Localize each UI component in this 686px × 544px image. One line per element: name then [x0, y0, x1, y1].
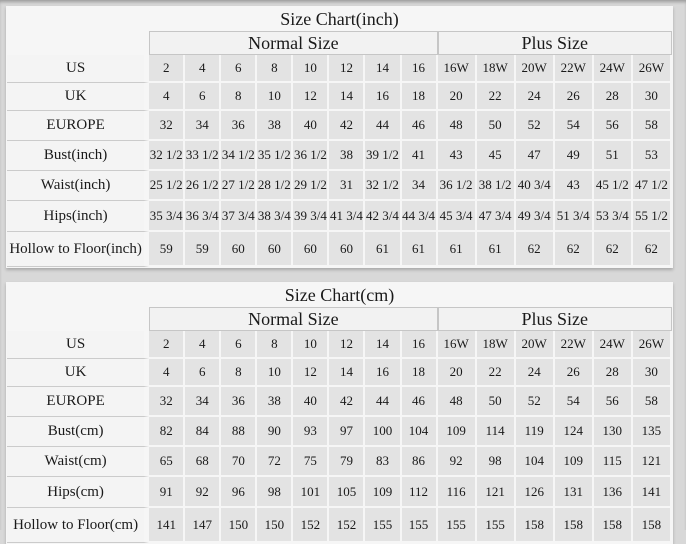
- size-value-cell: 130: [594, 417, 633, 447]
- size-value-cell: 155: [438, 508, 477, 543]
- size-value-cell: 8: [257, 55, 293, 83]
- row-label: EUROPE: [7, 387, 149, 417]
- size-value-cell: 22W: [555, 331, 594, 359]
- size-value-cell: 131: [555, 477, 594, 508]
- size-value-cell: 42 3/4: [365, 201, 401, 232]
- size-value-cell: 8: [257, 331, 293, 359]
- size-value-cell: 60: [293, 232, 329, 267]
- size-value-cell: 30: [633, 83, 672, 111]
- size-value-cell: 82: [149, 417, 185, 447]
- size-value-cell: 36: [221, 111, 257, 141]
- size-value-cell: 88: [221, 417, 257, 447]
- size-value-cell: 104: [516, 447, 555, 477]
- row-label: US: [7, 331, 149, 359]
- size-value-cell: 22: [477, 83, 516, 111]
- size-value-cell: 50: [477, 111, 516, 141]
- size-value-cell: 35 3/4: [149, 201, 185, 232]
- size-value-cell: 100: [365, 417, 401, 447]
- size-value-cell: 34 1/2: [221, 141, 257, 171]
- size-value-cell: 33 1/2: [185, 141, 221, 171]
- size-value-cell: 155: [477, 508, 516, 543]
- size-value-cell: 150: [257, 508, 293, 543]
- size-value-cell: 68: [185, 447, 221, 477]
- size-value-cell: 16: [365, 83, 401, 111]
- size-value-cell: 22: [477, 359, 516, 387]
- size-value-cell: 14: [329, 83, 365, 111]
- size-value-cell: 48: [438, 111, 477, 141]
- table-row: [7, 387, 672, 417]
- table-title: Size Chart(inch): [7, 7, 672, 31]
- size-chart-inch: [6, 6, 673, 268]
- size-value-cell: 26: [555, 359, 594, 387]
- size-value-cell: 96: [221, 477, 257, 508]
- row-label: UK: [7, 83, 149, 111]
- size-value-cell: 36: [221, 387, 257, 417]
- size-value-cell: 8: [221, 83, 257, 111]
- size-value-cell: 26: [555, 83, 594, 111]
- size-value-cell: 45 3/4: [438, 201, 477, 232]
- row-label: Hips(cm): [7, 477, 149, 508]
- size-value-cell: 18: [402, 359, 438, 387]
- table-row: [7, 359, 672, 387]
- size-value-cell: 40: [293, 387, 329, 417]
- size-value-cell: 56: [594, 111, 633, 141]
- size-value-cell: 124: [555, 417, 594, 447]
- size-value-cell: 16: [402, 331, 438, 359]
- size-value-cell: 150: [221, 508, 257, 543]
- size-value-cell: 47: [516, 141, 555, 171]
- size-value-cell: 98: [257, 477, 293, 508]
- size-value-cell: 34: [185, 387, 221, 417]
- size-value-cell: 115: [594, 447, 633, 477]
- size-value-cell: 32 1/2: [149, 141, 185, 171]
- size-value-cell: 26W: [633, 55, 672, 83]
- size-value-cell: 37 3/4: [221, 201, 257, 232]
- table-row: [7, 508, 672, 543]
- size-value-cell: 32: [149, 111, 185, 141]
- size-value-cell: 43: [438, 141, 477, 171]
- column-group-label: Normal Size: [149, 31, 437, 55]
- size-value-cell: 10: [293, 331, 329, 359]
- size-value-cell: 136: [594, 477, 633, 508]
- size-value-cell: 116: [438, 477, 477, 508]
- table-row: [7, 83, 672, 111]
- row-label: Bust(inch): [7, 141, 149, 171]
- size-value-cell: 40 3/4: [516, 171, 555, 201]
- size-value-cell: 16: [365, 359, 401, 387]
- size-value-cell: 41: [402, 141, 438, 171]
- size-value-cell: 34: [402, 171, 438, 201]
- table-row: [7, 447, 672, 477]
- size-value-cell: 26 1/2: [185, 171, 221, 201]
- size-value-cell: 38: [257, 387, 293, 417]
- row-label: Hollow to Floor(inch): [7, 232, 149, 267]
- size-value-cell: 4: [149, 359, 185, 387]
- row-label: UK: [7, 359, 149, 387]
- size-value-cell: 46: [402, 111, 438, 141]
- size-value-cell: 14: [365, 55, 401, 83]
- size-value-cell: 36 1/2: [293, 141, 329, 171]
- size-value-cell: 24W: [594, 55, 633, 83]
- size-value-cell: 38 3/4: [257, 201, 293, 232]
- row-label: Waist(inch): [7, 171, 149, 201]
- size-value-cell: 62: [555, 232, 594, 267]
- size-value-cell: 40: [293, 111, 329, 141]
- size-value-cell: 16W: [438, 55, 477, 83]
- size-value-cell: 86: [402, 447, 438, 477]
- size-value-cell: 75: [293, 447, 329, 477]
- table-row: [7, 331, 672, 359]
- size-value-cell: 49 3/4: [516, 201, 555, 232]
- size-value-cell: 47 1/2: [633, 171, 672, 201]
- size-value-cell: 121: [477, 477, 516, 508]
- size-value-cell: 84: [185, 417, 221, 447]
- table-row: [7, 232, 672, 267]
- size-value-cell: 6: [185, 83, 221, 111]
- size-value-cell: 38: [329, 141, 365, 171]
- size-value-cell: 155: [365, 508, 401, 543]
- row-label: EUROPE: [7, 111, 149, 141]
- size-value-cell: 12: [293, 359, 329, 387]
- size-value-cell: 61: [402, 232, 438, 267]
- row-label: Waist(cm): [7, 447, 149, 477]
- table-row: [7, 111, 672, 141]
- size-value-cell: 20W: [516, 331, 555, 359]
- size-value-cell: 6: [185, 359, 221, 387]
- size-value-cell: 25 1/2: [149, 171, 185, 201]
- size-table: [7, 7, 672, 267]
- size-value-cell: 6: [221, 55, 257, 83]
- size-chart-cm: [6, 282, 673, 544]
- size-value-cell: 16: [402, 55, 438, 83]
- size-value-cell: 60: [257, 232, 293, 267]
- size-value-cell: 41 3/4: [329, 201, 365, 232]
- size-value-cell: 52: [516, 111, 555, 141]
- size-table: [7, 283, 672, 543]
- size-value-cell: 49: [555, 141, 594, 171]
- corner-cell: [7, 307, 149, 331]
- size-value-cell: 2: [149, 55, 185, 83]
- size-value-cell: 45 1/2: [594, 171, 633, 201]
- size-value-cell: 54: [555, 111, 594, 141]
- size-value-cell: 43: [555, 171, 594, 201]
- size-value-cell: 10: [257, 83, 293, 111]
- size-value-cell: 55 1/2: [633, 201, 672, 232]
- size-value-cell: 53 3/4: [594, 201, 633, 232]
- size-value-cell: 109: [365, 477, 401, 508]
- size-value-cell: 22W: [555, 55, 594, 83]
- size-value-cell: 18W: [477, 331, 516, 359]
- column-group-label: Plus Size: [438, 307, 672, 331]
- size-value-cell: 20: [438, 359, 477, 387]
- corner-cell: [7, 31, 149, 55]
- size-value-cell: 2: [149, 331, 185, 359]
- size-value-cell: 48: [438, 387, 477, 417]
- size-value-cell: 4: [185, 55, 221, 83]
- size-value-cell: 26W: [633, 331, 672, 359]
- size-value-cell: 51 3/4: [555, 201, 594, 232]
- size-value-cell: 155: [402, 508, 438, 543]
- size-value-cell: 83: [365, 447, 401, 477]
- size-value-cell: 20W: [516, 55, 555, 83]
- row-label: Hollow to Floor(cm): [7, 508, 149, 543]
- size-value-cell: 36 3/4: [185, 201, 221, 232]
- size-value-cell: 109: [438, 417, 477, 447]
- size-value-cell: 59: [185, 232, 221, 267]
- size-value-cell: 28: [594, 83, 633, 111]
- size-value-cell: 24W: [594, 331, 633, 359]
- size-value-cell: 10: [257, 359, 293, 387]
- size-value-cell: 152: [293, 508, 329, 543]
- size-value-cell: 24: [516, 359, 555, 387]
- size-value-cell: 14: [329, 359, 365, 387]
- size-value-cell: 72: [257, 447, 293, 477]
- size-value-cell: 54: [555, 387, 594, 417]
- size-value-cell: 10: [293, 55, 329, 83]
- size-value-cell: 45: [477, 141, 516, 171]
- size-value-cell: 14: [365, 331, 401, 359]
- size-value-cell: 29 1/2: [293, 171, 329, 201]
- size-value-cell: 51: [594, 141, 633, 171]
- size-value-cell: 56: [594, 387, 633, 417]
- size-value-cell: 62: [516, 232, 555, 267]
- size-value-cell: 28 1/2: [257, 171, 293, 201]
- table-row: [7, 141, 672, 171]
- size-value-cell: 18W: [477, 55, 516, 83]
- size-value-cell: 109: [555, 447, 594, 477]
- size-value-cell: 121: [633, 447, 672, 477]
- size-value-cell: 52: [516, 387, 555, 417]
- table-title: Size Chart(cm): [7, 283, 672, 307]
- size-value-cell: 60: [221, 232, 257, 267]
- size-value-cell: 35 1/2: [257, 141, 293, 171]
- size-value-cell: 112: [402, 477, 438, 508]
- size-value-cell: 62: [633, 232, 672, 267]
- size-value-cell: 27 1/2: [221, 171, 257, 201]
- size-value-cell: 97: [329, 417, 365, 447]
- size-value-cell: 70: [221, 447, 257, 477]
- size-value-cell: 104: [402, 417, 438, 447]
- size-value-cell: 20: [438, 83, 477, 111]
- size-value-cell: 42: [329, 111, 365, 141]
- size-value-cell: 90: [257, 417, 293, 447]
- size-value-cell: 44: [365, 111, 401, 141]
- size-value-cell: 44: [365, 387, 401, 417]
- size-value-cell: 91: [149, 477, 185, 508]
- size-value-cell: 47 3/4: [477, 201, 516, 232]
- row-label: Hips(inch): [7, 201, 149, 232]
- size-value-cell: 79: [329, 447, 365, 477]
- size-value-cell: 114: [477, 417, 516, 447]
- size-value-cell: 59: [149, 232, 185, 267]
- size-value-cell: 42: [329, 387, 365, 417]
- size-value-cell: 105: [329, 477, 365, 508]
- size-value-cell: 61: [438, 232, 477, 267]
- size-value-cell: 61: [365, 232, 401, 267]
- table-row: [7, 55, 672, 83]
- size-value-cell: 18: [402, 83, 438, 111]
- table-row: [7, 201, 672, 232]
- size-value-cell: 12: [329, 331, 365, 359]
- size-value-cell: 30: [633, 359, 672, 387]
- size-value-cell: 53: [633, 141, 672, 171]
- size-value-cell: 141: [149, 508, 185, 543]
- size-value-cell: 62: [594, 232, 633, 267]
- row-label: US: [7, 55, 149, 83]
- size-value-cell: 158: [594, 508, 633, 543]
- size-value-cell: 65: [149, 447, 185, 477]
- row-label: Bust(cm): [7, 417, 149, 447]
- size-value-cell: 126: [516, 477, 555, 508]
- size-value-cell: 32 1/2: [365, 171, 401, 201]
- size-value-cell: 6: [221, 331, 257, 359]
- size-value-cell: 24: [516, 83, 555, 111]
- size-value-cell: 58: [633, 111, 672, 141]
- size-value-cell: 36 1/2: [438, 171, 477, 201]
- size-value-cell: 119: [516, 417, 555, 447]
- size-value-cell: 147: [185, 508, 221, 543]
- size-value-cell: 93: [293, 417, 329, 447]
- size-value-cell: 92: [185, 477, 221, 508]
- size-value-cell: 31: [329, 171, 365, 201]
- size-value-cell: 60: [329, 232, 365, 267]
- size-value-cell: 46: [402, 387, 438, 417]
- size-value-cell: 92: [438, 447, 477, 477]
- size-value-cell: 4: [185, 331, 221, 359]
- size-value-cell: 44 3/4: [402, 201, 438, 232]
- table-row: [7, 477, 672, 508]
- column-group-label: Normal Size: [149, 307, 437, 331]
- size-value-cell: 158: [633, 508, 672, 543]
- size-value-cell: 58: [633, 387, 672, 417]
- size-value-cell: 61: [477, 232, 516, 267]
- size-value-cell: 34: [185, 111, 221, 141]
- size-value-cell: 101: [293, 477, 329, 508]
- size-value-cell: 158: [555, 508, 594, 543]
- size-value-cell: 152: [329, 508, 365, 543]
- size-value-cell: 141: [633, 477, 672, 508]
- size-value-cell: 28: [594, 359, 633, 387]
- size-value-cell: 98: [477, 447, 516, 477]
- size-value-cell: 12: [329, 55, 365, 83]
- size-value-cell: 39 1/2: [365, 141, 401, 171]
- size-value-cell: 38 1/2: [477, 171, 516, 201]
- size-value-cell: 38: [257, 111, 293, 141]
- table-row: [7, 171, 672, 201]
- table-row: [7, 417, 672, 447]
- size-value-cell: 4: [149, 83, 185, 111]
- size-value-cell: 8: [221, 359, 257, 387]
- size-value-cell: 32: [149, 387, 185, 417]
- size-value-cell: 12: [293, 83, 329, 111]
- size-value-cell: 50: [477, 387, 516, 417]
- size-value-cell: 158: [516, 508, 555, 543]
- size-value-cell: 39 3/4: [293, 201, 329, 232]
- size-value-cell: 135: [633, 417, 672, 447]
- column-group-label: Plus Size: [438, 31, 672, 55]
- size-value-cell: 16W: [438, 331, 477, 359]
